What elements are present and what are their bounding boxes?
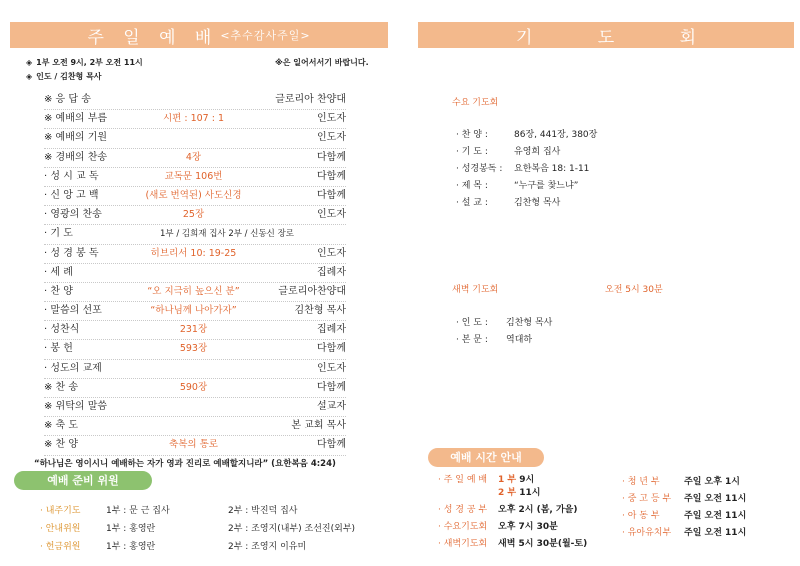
order-item-responsible: 집례자 (317, 266, 346, 278)
service-times: ◈ 1부 오전 9시, 2부 오전 11시 (26, 58, 143, 67)
order-row (44, 206, 346, 225)
order-item-responsible: 인도자 (317, 362, 346, 374)
order-item-detail: 시편 : 107 : 1 (162, 113, 224, 125)
order-row (44, 245, 346, 264)
order-row (44, 321, 346, 340)
order-row (44, 379, 346, 398)
order-row (44, 360, 346, 379)
order-item-name: ※ 찬 송 (44, 381, 79, 393)
order-item-name: ※ 예배의 기원 (44, 132, 108, 144)
page-title: 기 도 회 (515, 27, 727, 48)
order-item-responsible: 설교자 (317, 401, 346, 412)
order-item-name: ※ 경배의 찬송 (44, 151, 108, 163)
order-item-detail: 1부 / 김희재 집사 2부 / 신동신 장로 (160, 229, 294, 240)
prayer-meeting-header (418, 22, 794, 48)
order-item-name: · 세 례 (44, 266, 73, 278)
order-item-name: ※ 예배의 부름 (44, 113, 108, 125)
order-item-responsible: 다함께 (317, 170, 346, 182)
order-item-detail: 4장 (185, 151, 202, 163)
order-row (44, 168, 346, 187)
order-item-responsible: 다함께 (317, 381, 346, 393)
order-item-name: · 영광의 찬송 (44, 209, 102, 221)
scripture-verse: “하나님은 영이시니 예배하는 자가 영과 진리로 예배할지니라” (요한복음 4:24) (34, 459, 336, 469)
order-item-responsible: 다함께 (317, 189, 346, 201)
order-item-detail: 25장 (182, 209, 205, 221)
order-item-responsible: 인도자 (317, 209, 346, 221)
order-item-responsible: 인도자 (317, 247, 346, 259)
dawn-prayer-time: 오전 5시 30분 (605, 285, 663, 295)
order-item-detail: (새로 번역된) 사도신경 (145, 189, 242, 201)
order-row (44, 340, 346, 359)
order-item-detail: 231장 (179, 324, 208, 336)
order-row (44, 149, 346, 168)
order-item-detail: 교독문 106번 (164, 170, 223, 182)
order-item-responsible: 집례자 (317, 324, 346, 336)
order-row (44, 283, 346, 302)
order-item-detail: “오 지극히 높으신 분” (147, 285, 240, 297)
order-item-name: · 성 경 봉 독 (44, 247, 99, 259)
page-subtitle: <추수감사주일> (220, 29, 311, 42)
order-item-detail: 590장 (179, 381, 208, 393)
order-item-name: ※ 위탁의 말씀 (44, 401, 108, 412)
order-item-name: ※ 응 답 송 (44, 94, 91, 105)
dawn-prayer-title: 새벽 기도회 (452, 285, 499, 295)
order-item-name: ※ 찬 양 (44, 439, 79, 451)
order-item-name: · 신 앙 고 백 (44, 189, 99, 201)
order-item-responsible: 본 교회 목사 (291, 420, 346, 432)
prayer-meeting-page: 기 도 회 수요 기도회 · 찬 양 : 86장, 441장, 380장 · 기 도 : 유영희 집사 · 성경봉독 : 요한복음 18: 1-11 · 제 목 : “누구를 찾느냐” · 설 교 : 김찬형 목사 새벽 기도회 오전 5시 30분 · 인 도 : 김찬형 목사 · 본 문 : 역대하 예배 시간 안내 · 주 일 예 배 1 부 9시 2 부 11시 · 성 경 공 부 오후 2시 (봄, 가을) · 수요기도회 오후 7시 30분 · 새벽기도회 새벽 5시 30분(월-토) · 청 년 부 주일 오후 1시 · 중 고 등 부 주일 오전 11시 · 아 동 부 주일 오전 11시 · 유아유치부 주일 오전 11시 (400, 0, 800, 566)
order-item-responsible: 글로리아 찬양대 (275, 94, 346, 105)
order-item-name: · 성도의 교제 (44, 362, 102, 374)
order-item-name: · 성 시 교 독 (44, 170, 99, 182)
order-item-detail: 히브리서 10: 19-25 (150, 247, 237, 259)
page-title: 주 일 예 배 (87, 27, 219, 48)
wednesday-prayer-title: 수요 기도회 (452, 98, 499, 108)
order-item-name: · 말씀의 선포 (44, 305, 102, 317)
order-item-responsible: 다함께 (317, 439, 346, 451)
order-row (44, 225, 346, 244)
order-item-name: ※ 축 도 (44, 420, 79, 432)
order-row (44, 264, 346, 283)
order-row (44, 436, 346, 455)
schedule-title: 예배 시간 안내 (428, 448, 544, 467)
order-row (44, 302, 346, 321)
order-row (44, 417, 346, 436)
order-row (44, 91, 346, 110)
order-row (44, 187, 346, 206)
leader-line: ◈ 인도 / 김찬형 목사 (26, 72, 102, 81)
order-row (44, 129, 346, 148)
order-item-responsible: 글로리아찬양대 (278, 285, 346, 297)
order-item-responsible: 다함께 (317, 343, 346, 355)
order-item-responsible: 인도자 (317, 132, 346, 144)
standing-note: ※은 일어서서기 바랍니다. (275, 58, 369, 67)
order-item-detail: “하나님께 나아가자” (150, 305, 237, 317)
sunday-worship-header (10, 22, 388, 48)
diamond-icon: ◈ (26, 58, 33, 67)
order-item-detail: 593장 (179, 343, 208, 355)
order-item-name: · 성찬식 (44, 324, 80, 336)
sunday-worship-page: 주 일 예 배 <추수감사주일> ◈ 1부 오전 9시, 2부 오전 11시 ※은 일어서서기 바랍니다. ◈ 인도 / 김찬형 목사 ※ 응 답 송 글로리아 찬양대 ※ 예배의 부름 시편 : 107 : 1 인도자 ※ 예배의 기원 인도자 ※ 경배의 찬송 4장 다함께 · 성 시 교 독 교독문 106번 다함께 · 신 앙 고 백 (새로 번역된) 사도신경 다함께 · 영광의 찬송 25장 인도자 · 기 도 1부 / 김희재 집사 2부 / 신동신 장로 · 성 경 봉 독 히브리서 10: 19-25 인도자 · 세 례 집례자 · 찬 양 “오 지극히 높으신 분” 글로리아찬양대 · 말씀의 선포 “하나님께 나아가자” 김찬형 목사 · 성찬식 231장 집례자 · 봉 헌 593장 다함께 · 성도의 교제 인도자 ※ 찬 송 590장 다함께 ※ 위탁의 말씀 설교자 ※ 축 도 본 교회 목사 ※ 찬 양 축복의 통로 다함께 “하나님은 영이시니 예배하는 자가 영과 진리로 예배할지니라” (요한복음 4:24) 예배 준비 위원 · 내주기도 1부 : 문 근 집사 2부 : 박진덕 집사 · 안내위원 1부 : 홍영란 2부 : 조영지(내부) 조선진(외부) · 헌금위원 1부 : 홍영란 2부 : 조영지 이유미 (0, 0, 400, 566)
order-item-responsible: 인도자 (317, 113, 346, 125)
prep-committee-title: 예배 준비 위원 (14, 471, 152, 490)
order-item-responsible: 김찬형 목사 (294, 305, 346, 317)
order-item-name: · 찬 양 (44, 285, 73, 297)
order-of-worship (44, 91, 346, 456)
order-item-detail: 축복의 통로 (169, 439, 218, 451)
order-row (44, 110, 346, 129)
order-item-responsible: 다함께 (317, 151, 346, 163)
order-row (44, 398, 346, 417)
diamond-icon: ◈ (26, 72, 33, 81)
order-item-name: · 봉 헌 (44, 343, 73, 355)
order-item-name: · 기 도 (44, 228, 73, 240)
